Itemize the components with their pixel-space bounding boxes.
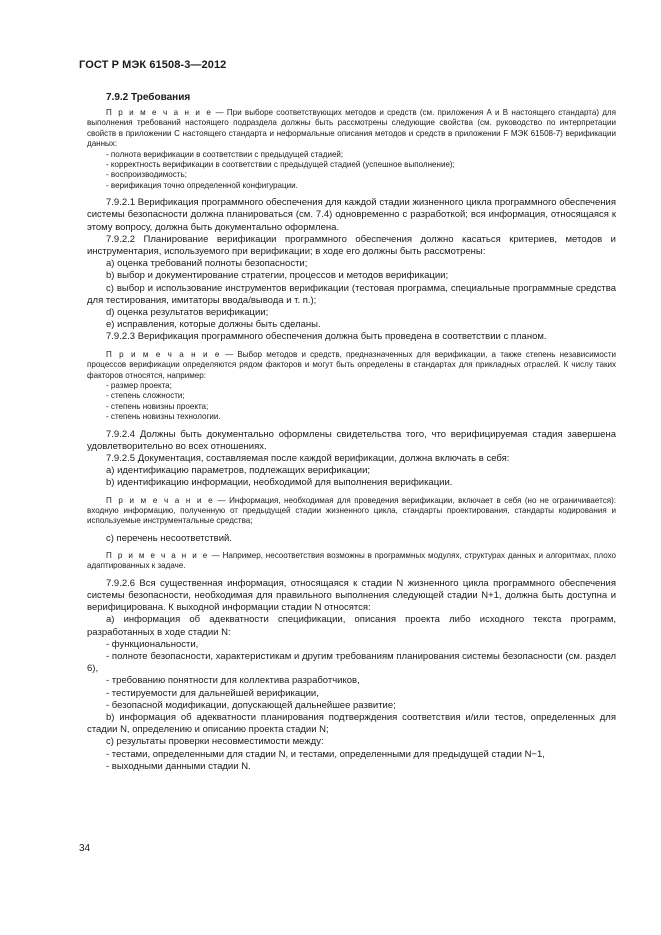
list-item: a) оценка требований полноты безопасности;	[106, 258, 308, 270]
note-text: — При выборе соответствующих методов и средств (см. приложения А и В настоящего стандарта) для выполнения требований настоящего подраздела должны быть рассмотрены следующие свойства (см. руководство по интерпретации свойств в приложении С настоящего стандарта и неформальные описания методов и средств в приложении F МЭК 61508-7) верификации данных:	[87, 108, 616, 149]
list-item: a) идентификацию параметров, подлежащих верификации;	[106, 465, 371, 477]
sub-list-item: - полноте безопасности, характеристикам и другим требованиям планирования системы безопасности (см. раздел 6),	[87, 651, 616, 675]
note-label: П р и м е ч а н и е	[106, 550, 209, 560]
page-content	[87, 92, 616, 773]
clause-7-9-2-6-block	[87, 578, 616, 773]
sub-list-item: - выходными данными стадии N.	[106, 760, 251, 772]
note-text: — Выбор методов и средств, предназначенных для верификации, а также степень независимости процессов верификации определяются рядом факторов и могут быть определены в стандартах для прикладных отраслей. К числу таких факторов относятся, например:	[87, 349, 616, 380]
note-4	[87, 551, 616, 572]
note-item: - степень новизны технологии.	[106, 412, 221, 422]
sub-list-item: - тестами, определенными для стадии N, и тестами, определенными для предыдущей стадии N−1,	[106, 748, 545, 760]
note-item: - степень сложности;	[106, 391, 185, 401]
list-item: b) информация об адекватности планирования подтверждения соответствия и/или тестов, определенных для стадии N, определению и описанию проекта стадии N;	[87, 712, 616, 736]
note-item: - полнота верификации в соответствии с предыдущей стадией;	[106, 149, 344, 159]
list-item: c) перечень несоответствий.	[106, 532, 232, 544]
clause-7-9-2-4-block	[87, 429, 616, 490]
list-item: c) выбор и использование инструментов верификации (тестовая программа, специальные программные средства для тестирования, имитаторы ввода/вывода и т. п.);	[87, 282, 616, 306]
paragraph-7-9-2-1: 7.9.2.1 Верификация программного обеспечения для каждой стадии жизненного цикла программного обеспечения системы безопасности должна планироваться (см. 7.4) одновременно с разработкой; вся информация, относящаяся к этому вопросу, должна быть документально оформлена.	[87, 197, 616, 233]
note-label: П р и м е ч а н и е	[106, 349, 221, 359]
page-number: 34	[79, 843, 91, 854]
list-item: a) информация об адекватности спецификации, описания проекта либо исходного текста программ, разработанных в ходе стадии N:	[87, 614, 616, 638]
note-item: - воспроизводимость;	[106, 170, 187, 180]
list-item: e) исправления, которые должны быть сделаны.	[106, 319, 321, 331]
paragraph-7-9-2-6: 7.9.2.6 Вся существенная информация, относящаяся к стадии N жизненного цикла программного обеспечения системы безопасности, необходимая для правильного выполнения следующей стадии N+1, должна быть доступна и верифицирована. К выходной информации стадии N относятся:	[87, 577, 616, 614]
sub-list-item: - требованию понятности для коллектива разработчиков,	[106, 675, 360, 687]
clause-7-9-2-5-c	[87, 533, 616, 545]
note-item: - размер проекта;	[106, 380, 172, 390]
list-item: b) выбор и документирование стратегии, процессов и методов верификации;	[106, 270, 449, 282]
paragraph-7-9-2-3: 7.9.2.3 Верификация программного обеспечения должна быть проведена в соответствии с планом.	[106, 331, 547, 343]
paragraph-7-9-2-2: 7.9.2.2 Планирование верификации программного обеспечения должно касаться критериев, методов и инструментария, используемого при верификации; в ходе его должны быть рассмотрены:	[87, 233, 616, 258]
paragraph-7-9-2-4: 7.9.2.4 Должны быть документально оформлены свидетельства того, что верифицируемая стадия завершена удовлетворительно во всех отношениях.	[87, 428, 616, 452]
document-header: ГОСТ Р МЭК 61508-3—2012	[79, 59, 227, 71]
note-1	[87, 108, 616, 191]
note-label: П р и м е ч а н и е	[106, 108, 213, 117]
sub-list-item: - безопасной модификации, допускающей дальнейшее развитие;	[106, 699, 396, 711]
list-item: b) идентификацию информации, необходимой для выполнения верификации.	[106, 477, 453, 489]
clause-7-9-2-block	[87, 197, 616, 343]
list-item: c) результаты проверки несовместимости между:	[106, 736, 324, 748]
note-2	[87, 350, 616, 423]
note-item: - верификация точно определенной конфигурации.	[106, 180, 298, 190]
sub-list-item: - функциональности,	[106, 638, 199, 650]
note-item: - корректность верификации в соответствии с предыдущей стадией (успешное выполнение);	[106, 160, 455, 170]
list-item: d) оценка результатов верификации;	[106, 307, 269, 319]
paragraph-7-9-2-5: 7.9.2.5 Документация, составляемая после каждой верификации, должна включать в себя:	[106, 452, 510, 464]
note-item: - степень новизны проекта;	[106, 401, 209, 411]
note-text: — Например, несоответствия возможны в программных модулях, структурах данных и алгоритмах, плохо адаптированных к задаче.	[87, 550, 616, 571]
sub-list-item: - тестируемости для дальнейшей верификации,	[106, 687, 319, 699]
section-title: 7.9.2 Требования	[106, 92, 191, 103]
note-label: П р и м е ч а н и е	[106, 495, 215, 505]
note-text: — Информация, необходимая для проведения верификации, включает в себя (но не ограничивается): входную информацию, полученную от предыдущей стадии жизненного цикла, стандарты проектирования, стандарты кодирования и используемые инструментальные средства;	[87, 495, 616, 526]
note-3	[87, 496, 616, 527]
